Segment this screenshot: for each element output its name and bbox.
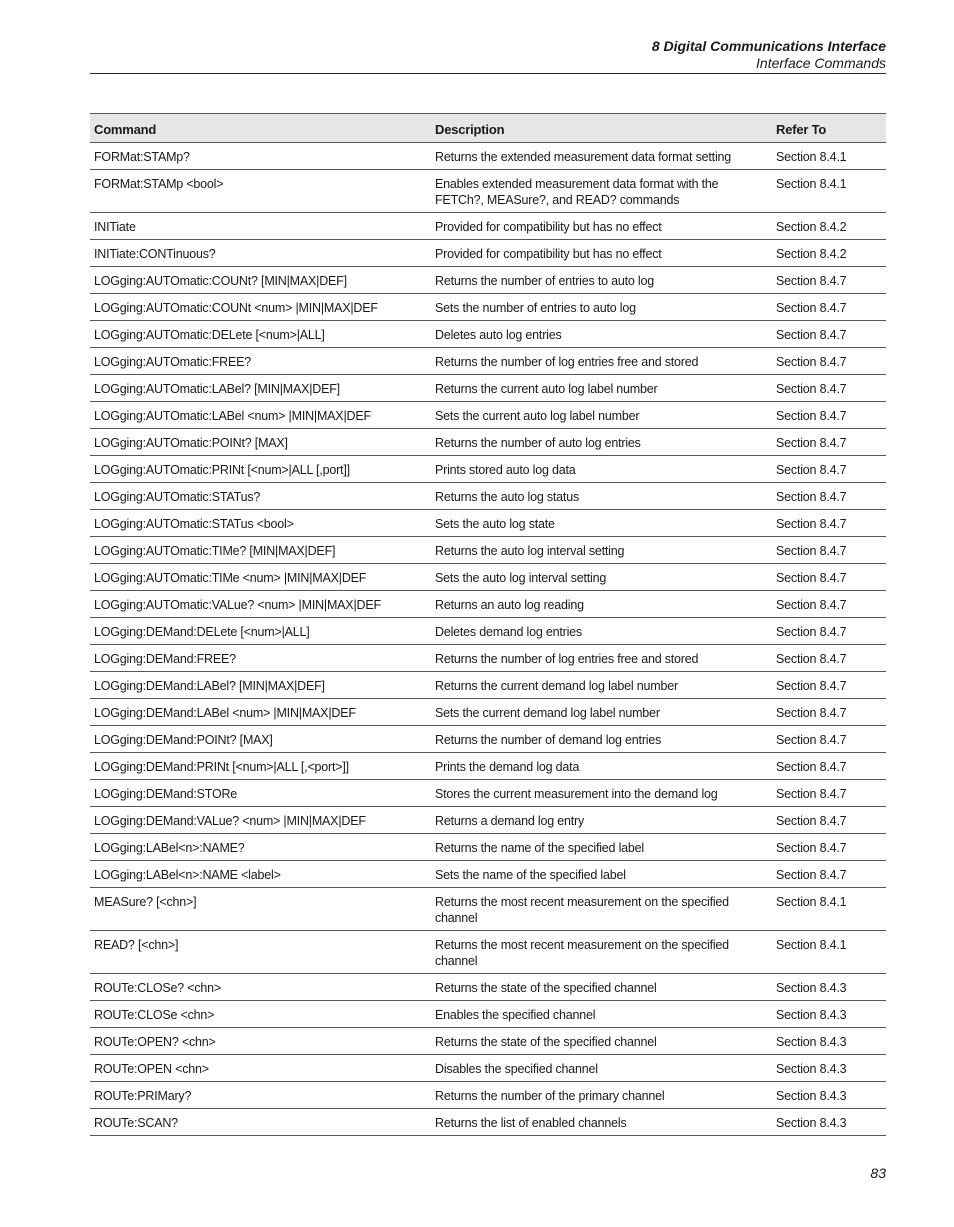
- refer-to-cell: Section 8.4.3: [772, 1082, 886, 1109]
- table-row: [90, 510, 886, 537]
- table-row: [90, 753, 886, 780]
- command-cell: FORMat:STAMp <bool>: [90, 170, 431, 213]
- description-cell: Returns an auto log reading: [431, 591, 772, 618]
- command-cell: ROUTe:PRIMary?: [90, 1082, 431, 1109]
- refer-to-cell: Section 8.4.2: [772, 240, 886, 267]
- refer-to-cell: Section 8.4.1: [772, 143, 886, 170]
- refer-to-cell: Section 8.4.3: [772, 1055, 886, 1082]
- description-cell: Prints stored auto log data: [431, 456, 772, 483]
- refer-to-cell: Section 8.4.7: [772, 429, 886, 456]
- refer-to-cell: Section 8.4.7: [772, 321, 886, 348]
- table-header-row: [90, 114, 886, 143]
- command-cell: ROUTe:OPEN? <chn>: [90, 1028, 431, 1055]
- table-row: [90, 1028, 886, 1055]
- table-row: [90, 974, 886, 1001]
- description-cell: Returns the number of auto log entries: [431, 429, 772, 456]
- description-cell: Sets the auto log interval setting: [431, 564, 772, 591]
- command-cell: LOGging:AUTOmatic:COUNt? [MIN|MAX|DEF]: [90, 267, 431, 294]
- description-cell: Returns the extended measurement data format setting: [431, 143, 772, 170]
- refer-to-cell: Section 8.4.7: [772, 753, 886, 780]
- refer-to-cell: Section 8.4.7: [772, 375, 886, 402]
- command-cell: LOGging:AUTOmatic:STATus?: [90, 483, 431, 510]
- table-row: [90, 618, 886, 645]
- command-cell: LOGging:DEMand:VALue? <num> |MIN|MAX|DEF: [90, 807, 431, 834]
- refer-to-cell: Section 8.4.7: [772, 483, 886, 510]
- description-cell: Provided for compatibility but has no effect: [431, 240, 772, 267]
- command-cell: LOGging:DEMand:POINt? [MAX]: [90, 726, 431, 753]
- table-row: [90, 780, 886, 807]
- column-header-command: Command: [90, 114, 431, 143]
- refer-to-cell: Section 8.4.3: [772, 1109, 886, 1136]
- command-cell: MEASure? [<chn>]: [90, 888, 431, 931]
- table-row: [90, 1109, 886, 1136]
- command-cell: INITiate:CONTinuous?: [90, 240, 431, 267]
- table-row: [90, 456, 886, 483]
- command-cell: LOGging:AUTOmatic:FREE?: [90, 348, 431, 375]
- refer-to-cell: Section 8.4.7: [772, 510, 886, 537]
- table-row: [90, 240, 886, 267]
- table-row: [90, 537, 886, 564]
- page-number: 83: [870, 1165, 886, 1181]
- description-cell: Sets the current auto log label number: [431, 402, 772, 429]
- table-row: [90, 170, 886, 213]
- table-row: [90, 1055, 886, 1082]
- refer-to-cell: Section 8.4.7: [772, 807, 886, 834]
- description-cell: Sets the current demand log label number: [431, 699, 772, 726]
- table-row: [90, 375, 886, 402]
- description-cell: Returns the number of log entries free and stored: [431, 348, 772, 375]
- description-cell: Returns the auto log status: [431, 483, 772, 510]
- command-cell: LOGging:AUTOmatic:LABel <num> |MIN|MAX|DEF: [90, 402, 431, 429]
- refer-to-cell: Section 8.4.7: [772, 294, 886, 321]
- table-row: [90, 931, 886, 974]
- command-cell: LOGging:DEMand:STORe: [90, 780, 431, 807]
- description-cell: Returns the current auto log label number: [431, 375, 772, 402]
- refer-to-cell: Section 8.4.7: [772, 834, 886, 861]
- description-cell: Stores the current measurement into the demand log: [431, 780, 772, 807]
- section-title: Interface Commands: [756, 55, 886, 71]
- description-cell: Deletes auto log entries: [431, 321, 772, 348]
- command-table: [90, 113, 886, 1136]
- command-cell: LOGging:AUTOmatic:VALue? <num> |MIN|MAX|DEF: [90, 591, 431, 618]
- description-cell: Enables the specified channel: [431, 1001, 772, 1028]
- command-cell: LOGging:DEMand:LABel? [MIN|MAX|DEF]: [90, 672, 431, 699]
- table-row: [90, 807, 886, 834]
- table-row: [90, 1001, 886, 1028]
- command-cell: LOGging:AUTOmatic:POINt? [MAX]: [90, 429, 431, 456]
- column-header-refer-to: Refer To: [772, 114, 886, 143]
- command-cell: ROUTe:SCAN?: [90, 1109, 431, 1136]
- column-header-description: Description: [431, 114, 772, 143]
- command-cell: LOGging:DEMand:DELete [<num>|ALL]: [90, 618, 431, 645]
- refer-to-cell: Section 8.4.3: [772, 1028, 886, 1055]
- description-cell: Returns the most recent measurement on the specified channel: [431, 931, 772, 974]
- description-cell: Returns the number of log entries free and stored: [431, 645, 772, 672]
- description-cell: Returns the number of the primary channel: [431, 1082, 772, 1109]
- refer-to-cell: Section 8.4.7: [772, 591, 886, 618]
- refer-to-cell: Section 8.4.7: [772, 645, 886, 672]
- command-cell: LOGging:LABel<n>:NAME <label>: [90, 861, 431, 888]
- refer-to-cell: Section 8.4.7: [772, 618, 886, 645]
- command-cell: INITiate: [90, 213, 431, 240]
- refer-to-cell: Section 8.4.7: [772, 861, 886, 888]
- command-cell: LOGging:AUTOmatic:STATus <bool>: [90, 510, 431, 537]
- refer-to-cell: Section 8.4.7: [772, 537, 886, 564]
- refer-to-cell: Section 8.4.7: [772, 780, 886, 807]
- description-cell: Returns the number of demand log entries: [431, 726, 772, 753]
- table-row: [90, 402, 886, 429]
- command-cell: LOGging:AUTOmatic:COUNt <num> |MIN|MAX|DEF: [90, 294, 431, 321]
- command-cell: LOGging:AUTOmatic:DELete [<num>|ALL]: [90, 321, 431, 348]
- description-cell: Returns a demand log entry: [431, 807, 772, 834]
- refer-to-cell: Section 8.4.7: [772, 564, 886, 591]
- refer-to-cell: Section 8.4.7: [772, 267, 886, 294]
- table-row: [90, 861, 886, 888]
- description-cell: Sets the auto log state: [431, 510, 772, 537]
- table-row: [90, 834, 886, 861]
- table-row: [90, 1082, 886, 1109]
- description-cell: Sets the number of entries to auto log: [431, 294, 772, 321]
- command-cell: LOGging:AUTOmatic:TIMe <num> |MIN|MAX|DEF: [90, 564, 431, 591]
- table-row: [90, 294, 886, 321]
- refer-to-cell: Section 8.4.3: [772, 1001, 886, 1028]
- table-row: [90, 213, 886, 240]
- refer-to-cell: Section 8.4.1: [772, 888, 886, 931]
- table-row: [90, 267, 886, 294]
- refer-to-cell: Section 8.4.7: [772, 672, 886, 699]
- command-cell: ROUTe:CLOSe? <chn>: [90, 974, 431, 1001]
- command-cell: LOGging:DEMand:LABel <num> |MIN|MAX|DEF: [90, 699, 431, 726]
- command-cell: FORMat:STAMp?: [90, 143, 431, 170]
- refer-to-cell: Section 8.4.7: [772, 699, 886, 726]
- table-row: [90, 429, 886, 456]
- command-cell: LOGging:LABel<n>:NAME?: [90, 834, 431, 861]
- table-row: [90, 348, 886, 375]
- table-row: [90, 143, 886, 170]
- description-cell: Returns the state of the specified channel: [431, 1028, 772, 1055]
- description-cell: Returns the name of the specified label: [431, 834, 772, 861]
- table-row: [90, 888, 886, 931]
- description-cell: Returns the state of the specified channel: [431, 974, 772, 1001]
- description-cell: Disables the specified channel: [431, 1055, 772, 1082]
- command-cell: LOGging:DEMand:FREE?: [90, 645, 431, 672]
- description-cell: Sets the name of the specified label: [431, 861, 772, 888]
- table-row: [90, 726, 886, 753]
- command-cell: READ? [<chn>]: [90, 931, 431, 974]
- running-header: [90, 38, 886, 72]
- description-cell: Provided for compatibility but has no effect: [431, 213, 772, 240]
- refer-to-cell: Section 8.4.7: [772, 402, 886, 429]
- chapter-title: 8 Digital Communications Interface: [651, 38, 886, 54]
- description-cell: Prints the demand log data: [431, 753, 772, 780]
- table-row: [90, 645, 886, 672]
- command-cell: ROUTe:OPEN <chn>: [90, 1055, 431, 1082]
- table-row: [90, 672, 886, 699]
- table-row: [90, 591, 886, 618]
- description-cell: Deletes demand log entries: [431, 618, 772, 645]
- refer-to-cell: Section 8.4.1: [772, 170, 886, 213]
- refer-to-cell: Section 8.4.7: [772, 726, 886, 753]
- refer-to-cell: Section 8.4.3: [772, 974, 886, 1001]
- table-row: [90, 564, 886, 591]
- table-row: [90, 699, 886, 726]
- refer-to-cell: Section 8.4.7: [772, 348, 886, 375]
- description-cell: Returns the auto log interval setting: [431, 537, 772, 564]
- description-cell: Enables extended measurement data format with the FETCh?, MEASure?, and READ? commands: [431, 170, 772, 213]
- refer-to-cell: Section 8.4.2: [772, 213, 886, 240]
- table-row: [90, 483, 886, 510]
- table-row: [90, 321, 886, 348]
- command-cell: LOGging:AUTOmatic:TIMe? [MIN|MAX|DEF]: [90, 537, 431, 564]
- description-cell: Returns the most recent measurement on the specified channel: [431, 888, 772, 931]
- description-cell: Returns the number of entries to auto log: [431, 267, 772, 294]
- refer-to-cell: Section 8.4.7: [772, 456, 886, 483]
- command-cell: LOGging:DEMand:PRINt [<num>|ALL [,<port>]]: [90, 753, 431, 780]
- command-cell: LOGging:AUTOmatic:LABel? [MIN|MAX|DEF]: [90, 375, 431, 402]
- command-cell: LOGging:AUTOmatic:PRINt [<num>|ALL [,port]]: [90, 456, 431, 483]
- refer-to-cell: Section 8.4.1: [772, 931, 886, 974]
- table-body: [90, 143, 886, 1136]
- description-cell: Returns the list of enabled channels: [431, 1109, 772, 1136]
- description-cell: Returns the current demand log label number: [431, 672, 772, 699]
- command-cell: ROUTe:CLOSe <chn>: [90, 1001, 431, 1028]
- header-rule: [90, 73, 886, 74]
